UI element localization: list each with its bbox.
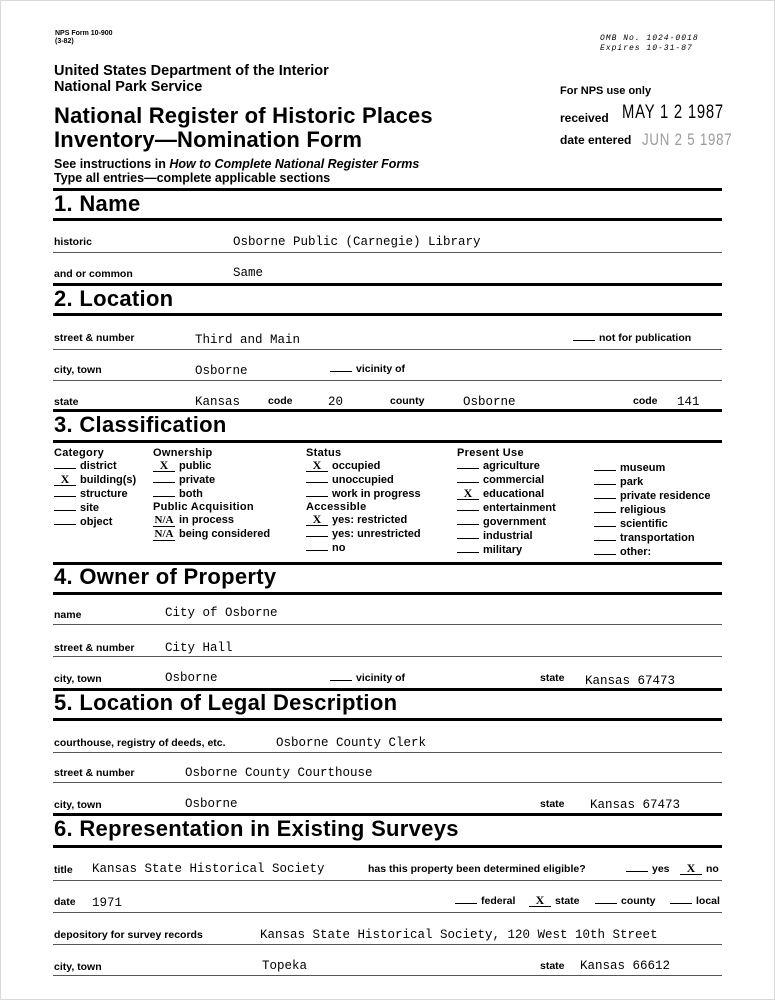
option-label: object [80, 516, 113, 528]
eligible-question: has this property been determined eligible? [368, 863, 586, 875]
option-label: park [620, 476, 644, 488]
option-label: county [621, 895, 656, 907]
owner-city-label: city, town [54, 673, 102, 685]
rule [53, 592, 722, 595]
rule [53, 880, 722, 881]
vicinity-checkbox[interactable] [330, 371, 352, 372]
option-label: no [706, 863, 719, 875]
rule [53, 944, 722, 945]
use-commercial[interactable] [457, 473, 556, 487]
legal-state-label: state [540, 798, 565, 810]
checkbox[interactable]: X [306, 460, 328, 472]
acquisition-being-considered[interactable] [153, 527, 270, 541]
category-structure[interactable] [54, 487, 136, 501]
rule [53, 752, 722, 753]
checkbox[interactable] [306, 496, 328, 497]
checkbox[interactable] [153, 482, 175, 483]
category-object[interactable] [54, 515, 136, 529]
rule [53, 624, 722, 625]
checkbox[interactable] [457, 482, 479, 483]
checkbox[interactable] [670, 903, 692, 904]
option-label: site [80, 502, 99, 514]
option-label: educational [483, 488, 545, 500]
historic-name-field[interactable]: Osborne Public (Carnegie) Library [233, 235, 481, 249]
not-for-publication-checkbox[interactable] [573, 340, 595, 341]
common-name-field[interactable]: Same [233, 266, 264, 280]
level-state[interactable] [529, 895, 580, 907]
legal-city-label: city, town [54, 799, 102, 811]
rule [53, 188, 722, 191]
option-label: military [483, 544, 523, 556]
legal-street-label: street & number [54, 767, 135, 779]
option-label: local [696, 895, 720, 907]
checkbox[interactable] [54, 510, 76, 511]
depository-label: depository for survey records [54, 929, 203, 941]
rule [53, 349, 722, 350]
checkbox[interactable]: X [457, 488, 479, 500]
service-name: National Park Service [54, 79, 203, 95]
section-5-title: 5. Location of Legal Description [54, 690, 398, 715]
section-1-title: 1. Name [54, 191, 141, 216]
status-occupied[interactable] [306, 459, 421, 473]
option-label: yes [652, 863, 670, 875]
eligible-yes[interactable] [626, 863, 670, 875]
use-scientific[interactable] [594, 517, 711, 531]
survey-state-label: state [540, 960, 565, 972]
option-label: both [179, 488, 203, 500]
category-site[interactable] [54, 501, 136, 515]
status-work-in-progress[interactable] [306, 487, 421, 501]
option-label: entertainment [483, 502, 556, 514]
checkbox[interactable] [306, 536, 328, 537]
option-label: building(s) [80, 474, 137, 486]
option-label: occupied [332, 460, 381, 472]
ownership-public[interactable] [153, 459, 270, 473]
level-local[interactable] [670, 895, 720, 907]
option-label: district [80, 460, 117, 472]
use-park[interactable] [594, 475, 711, 489]
checkbox[interactable] [54, 468, 76, 469]
owner-name-field[interactable]: City of Osborne [165, 606, 278, 620]
checkbox[interactable] [594, 526, 616, 527]
form-revision: (3-82) [55, 38, 74, 45]
section-2-title: 2. Location [54, 286, 174, 311]
checkbox[interactable] [595, 903, 617, 904]
checkbox[interactable]: N/A [154, 514, 174, 526]
vicinity-label: vicinity of [356, 363, 406, 375]
checkbox[interactable] [457, 538, 479, 539]
street-label: street & number [54, 332, 135, 344]
category-group [54, 447, 136, 529]
rule [53, 912, 722, 913]
received-label: received [560, 111, 609, 125]
option-label: religious [620, 504, 666, 516]
survey-city-field[interactable]: Topeka [262, 959, 308, 973]
rule [53, 313, 722, 316]
ownership-group [153, 447, 270, 541]
checkbox[interactable] [594, 498, 616, 499]
option-label: state [555, 895, 580, 907]
courthouse-label: courthouse, registry of deeds, etc. [54, 737, 226, 749]
status-heading: Status [306, 447, 342, 459]
survey-title-field[interactable]: Kansas State Historical Society [92, 862, 325, 876]
checkbox[interactable] [306, 550, 328, 551]
eligible-no[interactable] [680, 863, 719, 875]
city-field[interactable]: Osborne [195, 364, 248, 378]
accessible-unrestricted[interactable] [306, 527, 421, 541]
instructions-prefix: See instructions in [54, 157, 170, 171]
rule [53, 380, 722, 381]
owner-state-label: state [540, 672, 565, 684]
use-other[interactable] [594, 545, 711, 559]
option-label: unoccupied [332, 474, 394, 486]
rule [53, 440, 722, 443]
nps-use-heading: For NPS use only [560, 85, 652, 97]
department-name: United States Department of the Interior [54, 63, 329, 79]
use-museum[interactable] [594, 461, 711, 475]
instructions-line2: Type all entries—complete applicable sections [54, 171, 331, 185]
checkbox[interactable]: X [306, 514, 328, 526]
option-label: other: [620, 546, 652, 558]
date-entered-label: date entered [560, 133, 632, 147]
checkbox[interactable]: X [680, 863, 702, 875]
ownership-heading: Ownership [153, 447, 213, 459]
checkbox[interactable] [54, 496, 76, 497]
not-for-publication[interactable] [573, 332, 691, 344]
use-religious[interactable] [594, 503, 711, 517]
survey-date-field[interactable]: 1971 [92, 896, 123, 910]
vicinity-of[interactable] [330, 363, 405, 375]
street-field[interactable]: Third and Main [195, 333, 301, 347]
owner-street-label: street & number [54, 642, 135, 654]
survey-state-field[interactable]: Kansas 66612 [580, 959, 671, 973]
checkbox[interactable]: X [153, 460, 175, 472]
historic-label: historic [54, 236, 92, 248]
checkbox[interactable] [594, 540, 616, 541]
category-heading: Category [54, 447, 105, 459]
checkbox[interactable] [457, 524, 479, 525]
option-label: federal [481, 895, 516, 907]
checkbox[interactable] [594, 512, 616, 513]
option-label: museum [620, 462, 666, 474]
option-label: yes: restricted [332, 514, 408, 526]
omb-number: OMB No. 1024-0018 [600, 34, 699, 43]
owner-street-field[interactable]: City Hall [165, 641, 233, 655]
status-group [306, 447, 421, 555]
checkbox[interactable]: X [54, 474, 76, 486]
option-label: structure [80, 488, 128, 500]
rule [53, 656, 722, 657]
received-stamp: MAY 1 2 1987 [622, 102, 724, 123]
option-label: in process [179, 514, 235, 526]
owner-state-field[interactable]: Kansas 67473 [585, 674, 676, 688]
form-number: NPS Form 10-900 [55, 30, 113, 37]
date-entered-stamp: JUN 2 5 1987 [642, 130, 733, 149]
option-label: yes: unrestricted [332, 528, 421, 540]
option-label: agriculture [483, 460, 540, 472]
survey-date-label: date [54, 896, 76, 908]
present-use-group-2 [594, 461, 711, 559]
present-use-group [457, 447, 556, 557]
use-private-residence[interactable] [594, 489, 711, 503]
section-4-title: 4. Owner of Property [54, 564, 277, 589]
checkbox[interactable] [457, 552, 479, 553]
use-agriculture[interactable] [457, 459, 556, 473]
survey-city-label: city, town [54, 961, 102, 973]
accessible-heading: Accessible [306, 501, 367, 513]
legal-city-field[interactable]: Osborne [185, 797, 238, 811]
checkbox[interactable] [594, 484, 616, 485]
form-title-line1: National Register of Historic Places [54, 103, 433, 128]
vicinity-checkbox[interactable] [330, 680, 352, 681]
status-unoccupied[interactable] [306, 473, 421, 487]
state-code-label: code [268, 395, 293, 407]
legal-street-field[interactable]: Osborne County Courthouse [185, 766, 373, 780]
checkbox[interactable]: N/A [154, 528, 174, 540]
checkbox[interactable] [455, 903, 477, 904]
common-name-label: and or common [54, 268, 133, 280]
accessible-no[interactable] [306, 541, 421, 555]
county-code-label: code [633, 395, 658, 407]
checkbox[interactable] [457, 510, 479, 511]
option-label: commercial [483, 474, 545, 486]
county-field[interactable]: Osborne [463, 395, 516, 409]
checkbox[interactable] [594, 470, 616, 471]
rule [53, 975, 722, 976]
section-6-title: 6. Representation in Existing Surveys [54, 816, 459, 841]
ownership-both[interactable] [153, 487, 270, 501]
option-label: public [179, 460, 212, 472]
not-for-publication-label: not for publication [599, 332, 692, 344]
option-label: private residence [620, 490, 711, 502]
rule [53, 252, 722, 253]
use-entertainment[interactable] [457, 501, 556, 515]
category-district[interactable] [54, 459, 136, 473]
option-label: no [332, 542, 346, 554]
checkbox[interactable] [54, 524, 76, 525]
checkbox[interactable] [306, 482, 328, 483]
rule [53, 218, 722, 221]
courthouse-field[interactable]: Osborne County Clerk [276, 736, 427, 750]
option-label: scientific [620, 518, 668, 530]
owner-name-label: name [54, 609, 82, 621]
section-3-title: 3. Classification [54, 412, 227, 437]
option-label: work in progress [332, 488, 421, 500]
checkbox[interactable] [594, 554, 616, 555]
county-code-field[interactable]: 141 [677, 395, 700, 409]
level-county[interactable] [595, 895, 655, 907]
accessible-restricted[interactable] [306, 513, 421, 527]
county-label: county [390, 395, 425, 407]
use-government[interactable] [457, 515, 556, 529]
legal-state-field[interactable]: Kansas 67473 [590, 798, 681, 812]
rule [53, 845, 722, 848]
owner-city-field[interactable]: Osborne [165, 671, 218, 685]
instructions-line1 [54, 157, 419, 171]
public-acquisition-heading: Public Acquisition [153, 501, 254, 513]
option-label: being considered [179, 528, 271, 540]
omb-expires: Expires 10-31-87 [600, 44, 693, 53]
option-label: private [179, 474, 216, 486]
ownership-private[interactable] [153, 473, 270, 487]
checkbox[interactable] [457, 468, 479, 469]
vicinity-label: vicinity of [356, 672, 406, 684]
form-title-line2: Inventory—Nomination Form [54, 127, 363, 152]
depository-field[interactable]: Kansas State Historical Society, 120 West 10th Street [260, 928, 658, 942]
checkbox[interactable] [153, 496, 175, 497]
state-label: state [54, 396, 79, 408]
option-label: transportation [620, 532, 695, 544]
state-field[interactable]: Kansas [195, 395, 241, 409]
use-industrial[interactable] [457, 529, 556, 543]
present-use-heading: Present Use [457, 447, 524, 459]
rule [53, 718, 722, 721]
owner-vicinity[interactable] [330, 672, 405, 684]
option-label: government [483, 516, 546, 528]
checkbox[interactable] [626, 871, 648, 872]
checkbox[interactable]: X [529, 895, 551, 907]
use-transportation[interactable] [594, 531, 711, 545]
city-label: city, town [54, 364, 102, 376]
option-label: industrial [483, 530, 533, 542]
acquisition-in-process[interactable] [153, 513, 270, 527]
category-buildings[interactable] [54, 473, 136, 487]
state-code-field[interactable]: 20 [328, 395, 344, 409]
use-military[interactable] [457, 543, 556, 557]
use-educational[interactable] [457, 487, 556, 501]
survey-title-label: title [54, 864, 73, 876]
rule [53, 782, 722, 783]
instructions-italic: How to Complete National Register Forms [169, 157, 420, 171]
level-federal[interactable] [455, 895, 515, 907]
